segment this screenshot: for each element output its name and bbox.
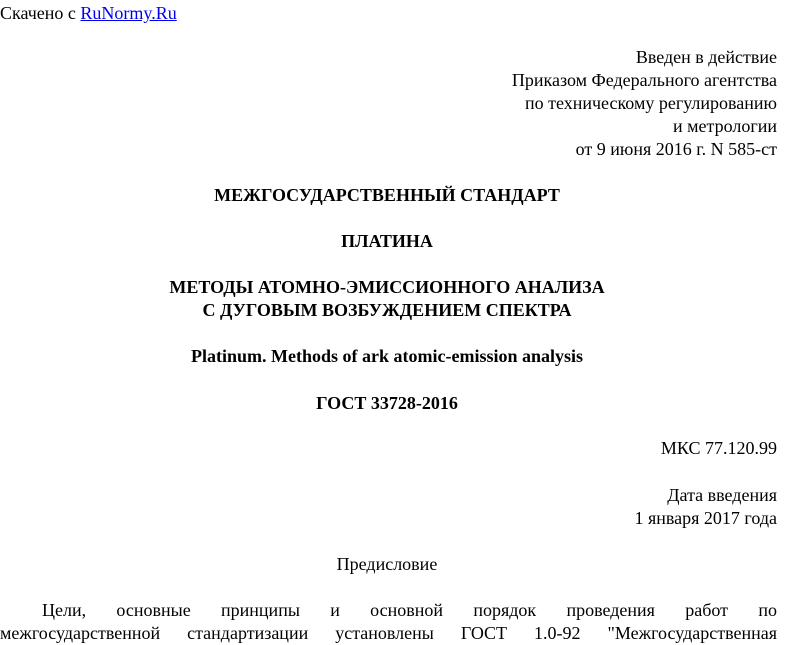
mks-code: МКС 77.120.99 — [660, 438, 777, 458]
method-heading-line-2: С ДУГОВЫМ ВОЗБУЖДЕНИЕМ СПЕКТРА — [202, 300, 572, 320]
intro-date-label: Дата введения — [667, 485, 777, 505]
subject-heading: ПЛАТИНА — [341, 231, 433, 251]
foreword-line-1: Цели, основные принципы и основной порядок проведения работ по — [42, 600, 777, 620]
approval-line-2: Приказом Федерального агентства — [511, 70, 777, 90]
source-prefix: Скачено с — [0, 3, 81, 23]
approval-line-3: по техническому регулированию — [524, 93, 777, 113]
method-heading — [0, 276, 774, 322]
foreword-heading: Предисловие — [336, 554, 438, 574]
foreword-paragraph — [0, 599, 777, 645]
runormy-link[interactable]: RuNormy.Ru — [80, 3, 177, 23]
standard-type-heading: МЕЖГОСУДАРСТВЕННЫЙ СТАНДАРТ — [214, 185, 560, 205]
gost-code: ГОСТ 33728-2016 — [316, 393, 458, 413]
intro-date-value: 1 января 2017 года — [634, 508, 777, 528]
approval-line-4: и метрологии — [673, 116, 777, 136]
source-line — [0, 2, 177, 25]
approval-line-5: от 9 июня 2016 г. N 585-ст — [575, 139, 777, 159]
foreword-line-2: межгосударственной стандартизации установлены ГОСТ 1.0-92 "Межгосударственная — [0, 623, 777, 643]
approval-line-1: Введен в действие — [635, 47, 777, 67]
method-heading-line-1: МЕТОДЫ АТОМНО-ЭМИССИОННОГО АНАЛИЗА — [169, 277, 605, 297]
approval-block — [512, 46, 777, 161]
intro-date-block — [634, 484, 777, 530]
english-title: Platinum. Methods of ark atomic-emission analysis — [190, 346, 583, 366]
